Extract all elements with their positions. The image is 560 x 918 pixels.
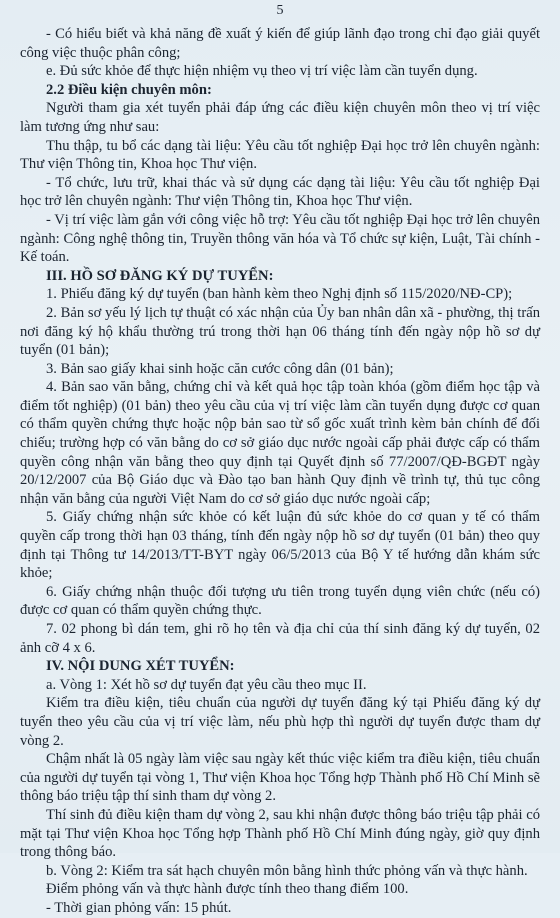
paragraph: - Thời gian phỏng vấn: 15 phút.: [46, 899, 232, 916]
paragraph: a. Vòng 1: Xét hồ sơ dự tuyển đạt yêu cầu theo mục II.: [46, 676, 367, 693]
paragraph: Người tham gia xét tuyển phải đáp ứng các điều kiện chuyên môn theo vị trí việc làm tương ứng như sau:: [20, 100, 540, 135]
paragraph: 4. Bản sao văn bằng, chứng chỉ và kết quả học tập toàn khóa (gồm điểm học tập và điểm tốt nghiệp) (01 bản) theo yêu cầu của vị trí việc làm cần tuyển dụng được cơ quan có thẩm quyền chứng thực hoặc nộp bản sao từ sổ gốc xuất trình kèm bản chính để đối chiếu; trường hợp có văn bằng do cơ sở giáo dục nước ngoài cấp phải được cấp có thẩm quyền công nhận văn bằng theo quy định tại Quyết định số 77/2007/QĐ-BGĐT ngày 20/12/2007 của Bộ Giáo dục và Đào tạo ban hành Quy định về trình tự, thủ tục công nhận văn bằng của người Việt Nam do cơ sở giáo dục nước ngoài cấp;: [20, 379, 540, 507]
paragraph: 3. Bản sao giấy khai sinh hoặc căn cước công dân (01 bản);: [46, 360, 394, 377]
paragraph: 2. Bản sơ yếu lý lịch tự thuật có xác nhận của Ủy ban nhân dân xã - phường, thị trấn nơi đăng ký hộ khẩu thường trú trong thời hạn 06 tháng tính đến ngày nộp hồ sơ dự tuyển (01 bản);: [20, 304, 540, 359]
paragraph: 7. 02 phong bì dán tem, ghi rõ họ tên và địa chỉ của thí sinh đăng ký dự tuyển, 02 ảnh cỡ 4 x 6.: [20, 621, 540, 656]
paragraph: e. Đủ sức khỏe để thực hiện nhiệm vụ theo vị trí việc làm cần tuyển dụng.: [46, 63, 478, 80]
paragraph: Chậm nhất là 05 ngày làm việc sau ngày kết thúc việc kiểm tra điều kiện, tiêu chuẩn của người dự tuyển tại vòng 1, Thư viện Khoa học Tổng hợp Thành phố Hồ Chí Minh sẽ thông báo triệu tập thí sinh tham dự vòng 2.: [20, 751, 540, 805]
paragraph: Thí sinh đủ điều kiện tham dự vòng 2, sau khi nhận được thông báo triệu tập phải có mặt tại Thư viện Khoa học Tổng hợp Thành phố Hồ Chí Minh đúng ngày, giờ quy định trong thông báo.: [20, 806, 540, 861]
paragraph: - Có hiểu biết và khả năng đề xuất ý kiến để giúp lãnh đạo trong chỉ đạo giải quyết công việc thuộc phân công;: [20, 26, 540, 61]
paragraph: Kiểm tra điều kiện, tiêu chuẩn của người dự tuyển đăng ký tại Phiếu đăng ký dự tuyển theo yêu cầu của vị trí việc làm, nếu phù hợp thì người dự tuyển được tham dự vòng 2.: [20, 695, 540, 749]
paragraph: 1. Phiếu đăng ký dự tuyển (ban hành kèm theo Nghị định số 115/2020/NĐ-CP);: [46, 286, 513, 303]
paragraph: Thu thập, tu bổ các dạng tài liệu: Yêu cầu tốt nghiệp Đại học trở lên chuyên ngành: Thư viện Thông tin, Khoa học Thư viện.: [20, 137, 540, 173]
document-body: [20, 25, 540, 918]
paragraph: 6. Giấy chứng nhận thuộc đối tượng ưu tiên trong tuyển dụng viên chức (nếu có) được cơ quan có thẩm quyền chứng thực.: [20, 583, 540, 619]
paragraph: - Vị trí việc làm gắn với công việc hỗ trợ: Yêu cầu tốt nghiệp Đại học trở lên chuyên ngành: Công nghệ thông tin, Truyền thông văn hóa và Tổ chức sự kiện, Luật, Tài chính - Kế toán.: [20, 211, 540, 266]
section-heading: 2.2 Điều kiện chuyên môn:: [46, 81, 212, 98]
section-heading: III. HỒ SƠ ĐĂNG KÝ DỰ TUYỂN:: [46, 267, 274, 284]
section-heading: IV. NỘI DUNG XÉT TUYỂN:: [46, 658, 235, 675]
page-number: 5: [276, 3, 284, 18]
paragraph: b. Vòng 2: Kiểm tra sát hạch chuyên môn bằng hình thức phỏng vấn và thực hành.: [46, 862, 528, 879]
paragraph: 5. Giấy chứng nhận sức khỏe có kết luận đủ sức khỏe do cơ quan y tế có thẩm quyền cấp trong thời hạn 03 tháng, tính đến ngày nộp hồ sơ dự tuyển (01 bản) theo quy định tại Thông tư 14/2013/TT-BYT ngày 06/5/2013 của Bộ Y tế hướng dẫn khám sức khỏe;: [20, 509, 540, 582]
paragraph: Điểm phỏng vấn và thực hành được tính theo thang điểm 100.: [46, 881, 409, 898]
paragraph: - Tổ chức, lưu trữ, khai thác và sử dụng các dạng tài liệu: Yêu cầu tốt nghiệp Đại học trở lên chuyên ngành: Thư viện Thông tin, Khoa học Thư viện.: [20, 174, 540, 210]
